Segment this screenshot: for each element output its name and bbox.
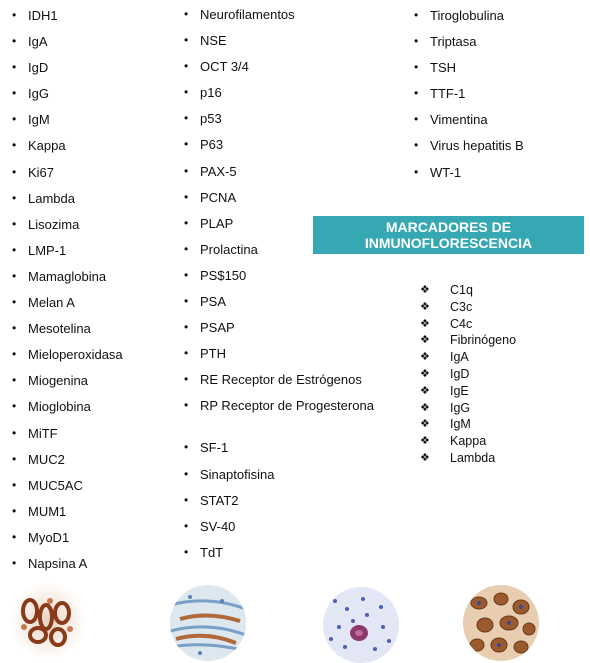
immunofluorescence-list bbox=[420, 282, 580, 467]
list-item bbox=[184, 440, 404, 466]
list-item bbox=[184, 111, 404, 137]
diamond-bullet-icon: ❖ bbox=[420, 334, 430, 347]
list-item bbox=[12, 217, 172, 243]
list-item-label: SV-40 bbox=[200, 518, 236, 534]
bullet-icon: • bbox=[184, 85, 189, 100]
bullet-icon: • bbox=[12, 34, 17, 49]
list-item bbox=[12, 295, 172, 321]
bullet-icon: • bbox=[184, 33, 189, 48]
list-item-label: OCT 3/4 bbox=[200, 59, 249, 75]
list-item bbox=[184, 137, 404, 163]
list-item-label: NSE bbox=[200, 33, 227, 49]
bullet-icon: • bbox=[12, 8, 17, 22]
list-item bbox=[184, 164, 404, 190]
diamond-bullet-icon: ❖ bbox=[420, 435, 430, 448]
bullet-icon: • bbox=[414, 34, 419, 49]
bullet-icon: • bbox=[12, 477, 17, 492]
list-item bbox=[414, 138, 584, 164]
list-item-label: p53 bbox=[200, 111, 222, 127]
list-item-label: TTF-1 bbox=[430, 86, 466, 102]
histology-image-2 bbox=[170, 585, 246, 661]
list-item bbox=[184, 294, 404, 320]
list-item bbox=[12, 373, 172, 399]
list-item-label: MUC5AC bbox=[28, 477, 83, 493]
bullet-icon: • bbox=[184, 466, 189, 481]
list-item bbox=[12, 269, 172, 295]
list-item-label: Ki67 bbox=[28, 164, 55, 180]
bullet-icon: • bbox=[414, 112, 419, 127]
list-item-label: Melan A bbox=[28, 295, 75, 311]
list-item-label: Mesotelina bbox=[28, 321, 91, 337]
list-item-label: RE Receptor de Estrógenos bbox=[200, 372, 362, 388]
list-item bbox=[420, 400, 580, 417]
bullet-icon: • bbox=[414, 60, 419, 75]
list-item bbox=[184, 346, 404, 372]
list-item bbox=[184, 372, 404, 398]
list-item bbox=[184, 268, 404, 294]
list-item-label: IgG bbox=[28, 86, 49, 102]
list-item bbox=[12, 556, 172, 582]
header-line-1: MARCADORES DE bbox=[385, 219, 512, 235]
bullet-icon: • bbox=[12, 321, 17, 336]
list-item bbox=[184, 59, 404, 85]
list-item-label: Vimentina bbox=[430, 112, 488, 128]
bullet-icon: • bbox=[184, 215, 189, 230]
list-item-label: Miogenina bbox=[28, 373, 88, 389]
list-item-label: PLAP bbox=[200, 215, 234, 231]
list-item-label: Lambda bbox=[28, 190, 75, 206]
list-item bbox=[12, 138, 172, 164]
list-item bbox=[12, 478, 172, 504]
bullet-icon: • bbox=[184, 189, 189, 204]
list-item bbox=[414, 86, 584, 112]
list-item-label: Mieloperoxidasa bbox=[28, 347, 123, 363]
list-item bbox=[12, 504, 172, 530]
list-item-label: PCNA bbox=[200, 189, 237, 205]
list-item bbox=[184, 398, 404, 440]
diamond-bullet-icon: ❖ bbox=[420, 418, 430, 431]
marker-list-column-1 bbox=[12, 8, 172, 582]
list-item bbox=[184, 85, 404, 111]
bullet-icon: • bbox=[12, 86, 17, 101]
list-item-label: TdT bbox=[200, 544, 224, 560]
list-item-label: PTH bbox=[200, 346, 226, 362]
list-item bbox=[184, 493, 404, 519]
bullet-icon: • bbox=[12, 242, 17, 257]
list-item bbox=[12, 452, 172, 478]
header-line-2: INMUNOFLORESCENCIA bbox=[364, 235, 533, 251]
bullet-icon: • bbox=[12, 451, 17, 466]
bullet-icon: • bbox=[12, 112, 17, 127]
bullet-icon: • bbox=[12, 138, 17, 153]
bullet-icon: • bbox=[414, 8, 419, 22]
list-item bbox=[12, 426, 172, 452]
list-item-label: SF-1 bbox=[200, 440, 229, 456]
list-item-label: IgG bbox=[450, 400, 471, 415]
list-item bbox=[12, 86, 172, 112]
list-item bbox=[184, 519, 404, 545]
list-item-label: IgA bbox=[28, 34, 48, 50]
list-item bbox=[414, 60, 584, 86]
bullet-icon: • bbox=[12, 399, 17, 414]
list-item-label: IgD bbox=[28, 60, 49, 76]
list-item bbox=[184, 545, 404, 571]
list-item-label: Napsina A bbox=[28, 555, 88, 571]
bullet-icon: • bbox=[184, 440, 189, 455]
list-item bbox=[184, 320, 404, 346]
list-item-label: RP Receptor de Progesterona bbox=[200, 398, 374, 414]
list-item bbox=[420, 450, 580, 467]
histology-images bbox=[0, 585, 590, 658]
list-item-label: Kappa bbox=[450, 434, 487, 449]
list-item bbox=[12, 530, 172, 556]
list-item bbox=[184, 33, 404, 59]
list-item bbox=[420, 282, 580, 299]
immunofluorescence-header bbox=[313, 216, 584, 254]
list-item-label: Virus hepatitis B bbox=[430, 138, 524, 154]
bullet-icon: • bbox=[12, 529, 17, 544]
list-item-label: C1q bbox=[450, 283, 473, 297]
list-item-label: STAT2 bbox=[200, 492, 239, 508]
diamond-bullet-icon: ❖ bbox=[420, 284, 430, 296]
list-item-label: IDH1 bbox=[28, 8, 58, 23]
bullet-icon: • bbox=[184, 294, 189, 309]
list-item-label: LMP-1 bbox=[28, 242, 67, 258]
diamond-bullet-icon: ❖ bbox=[420, 401, 430, 414]
list-item bbox=[414, 34, 584, 60]
list-item-label: IgE bbox=[450, 383, 469, 398]
bullet-icon: • bbox=[12, 216, 17, 231]
list-item bbox=[414, 8, 584, 34]
bullet-icon: • bbox=[414, 164, 419, 179]
list-item-label: IgM bbox=[450, 417, 471, 432]
list-item-label: p16 bbox=[200, 85, 222, 101]
bullet-icon: • bbox=[184, 320, 189, 335]
bullet-icon: • bbox=[12, 373, 17, 388]
bullet-icon: • bbox=[184, 267, 189, 282]
list-item bbox=[420, 299, 580, 316]
bullet-icon: • bbox=[12, 503, 17, 518]
bullet-icon: • bbox=[12, 60, 17, 75]
bullet-icon: • bbox=[12, 295, 17, 310]
list-item-label: Tiroglobulina bbox=[430, 8, 504, 23]
list-item bbox=[12, 112, 172, 138]
bullet-icon: • bbox=[184, 372, 189, 387]
bullet-icon: • bbox=[414, 86, 419, 101]
bullet-icon: • bbox=[184, 7, 189, 21]
histology-image-4 bbox=[463, 585, 539, 661]
list-item bbox=[184, 7, 404, 33]
diamond-bullet-icon: ❖ bbox=[420, 317, 430, 330]
list-item bbox=[12, 191, 172, 217]
list-item bbox=[12, 399, 172, 425]
list-item-label: IgD bbox=[450, 366, 470, 381]
list-item bbox=[184, 190, 404, 216]
list-item bbox=[12, 60, 172, 86]
list-item bbox=[420, 316, 580, 333]
list-item-label: Fibrinógeno bbox=[450, 333, 517, 348]
list-item bbox=[414, 112, 584, 138]
bullet-icon: • bbox=[184, 346, 189, 361]
bullet-icon: • bbox=[184, 137, 189, 152]
histology-image-1 bbox=[10, 583, 86, 659]
list-item-label: MyoD1 bbox=[28, 529, 70, 545]
bullet-icon: • bbox=[414, 138, 419, 153]
list-item-label: Prolactina bbox=[200, 241, 258, 257]
marker-list-column-2 bbox=[184, 7, 404, 571]
list-item bbox=[420, 433, 580, 450]
list-item-label: WT-1 bbox=[430, 164, 462, 180]
bullet-icon: • bbox=[12, 190, 17, 205]
bullet-icon: • bbox=[184, 544, 189, 559]
diamond-bullet-icon: ❖ bbox=[420, 367, 430, 380]
list-item-label: IgM bbox=[28, 112, 50, 128]
list-item-label: P63 bbox=[200, 137, 224, 153]
diamond-bullet-icon: ❖ bbox=[420, 384, 430, 397]
list-item-label: Neurofilamentos bbox=[200, 7, 295, 22]
list-item-label: Sinaptofisina bbox=[200, 466, 275, 482]
list-item-label: Kappa bbox=[28, 138, 66, 154]
bullet-icon: • bbox=[12, 347, 17, 362]
bullet-icon: • bbox=[184, 111, 189, 126]
bullet-icon: • bbox=[184, 241, 189, 256]
marker-list-column-3 bbox=[414, 8, 584, 191]
list-item-label: TSH bbox=[430, 60, 456, 76]
list-item bbox=[12, 321, 172, 347]
histology-image-3 bbox=[323, 587, 399, 663]
diamond-bullet-icon: ❖ bbox=[420, 451, 430, 464]
list-item bbox=[12, 347, 172, 373]
list-item-label: Mamaglobina bbox=[28, 268, 107, 284]
diamond-bullet-icon: ❖ bbox=[420, 300, 430, 313]
list-item-label: PSAP bbox=[200, 320, 235, 336]
list-item bbox=[184, 467, 404, 493]
list-item bbox=[12, 8, 172, 34]
diamond-bullet-icon: ❖ bbox=[420, 351, 430, 364]
bullet-icon: • bbox=[12, 164, 17, 179]
list-item bbox=[420, 366, 580, 383]
list-item bbox=[12, 243, 172, 269]
list-item-label: IgA bbox=[450, 350, 469, 365]
list-item-label: Lisozima bbox=[28, 216, 80, 232]
bullet-icon: • bbox=[12, 425, 17, 440]
bullet-icon: • bbox=[184, 163, 189, 178]
list-item-label: PSA bbox=[200, 294, 227, 310]
list-item bbox=[420, 416, 580, 433]
list-item bbox=[420, 349, 580, 366]
list-item-label: C3c bbox=[450, 299, 473, 314]
list-item-label: Lambda bbox=[450, 450, 496, 465]
list-item bbox=[12, 165, 172, 191]
bullet-icon: • bbox=[184, 59, 189, 74]
list-item-label: Triptasa bbox=[430, 34, 477, 50]
list-item-label: PS$150 bbox=[200, 267, 247, 283]
list-item-label: Mioglobina bbox=[28, 399, 91, 415]
list-item-label: MUC2 bbox=[28, 451, 65, 467]
bullet-icon: • bbox=[184, 398, 189, 413]
list-item-label: C4c bbox=[450, 316, 473, 331]
bullet-icon: • bbox=[12, 268, 17, 283]
bullet-icon: • bbox=[184, 518, 189, 533]
list-item-label: PAX-5 bbox=[200, 163, 237, 179]
list-item bbox=[420, 383, 580, 400]
list-item bbox=[12, 34, 172, 60]
list-item-label: MiTF bbox=[28, 425, 58, 441]
bullet-icon: • bbox=[184, 492, 189, 507]
list-item-label: MUM1 bbox=[28, 503, 67, 519]
bullet-icon: • bbox=[12, 555, 17, 570]
list-item bbox=[420, 332, 580, 349]
list-item bbox=[414, 165, 584, 191]
